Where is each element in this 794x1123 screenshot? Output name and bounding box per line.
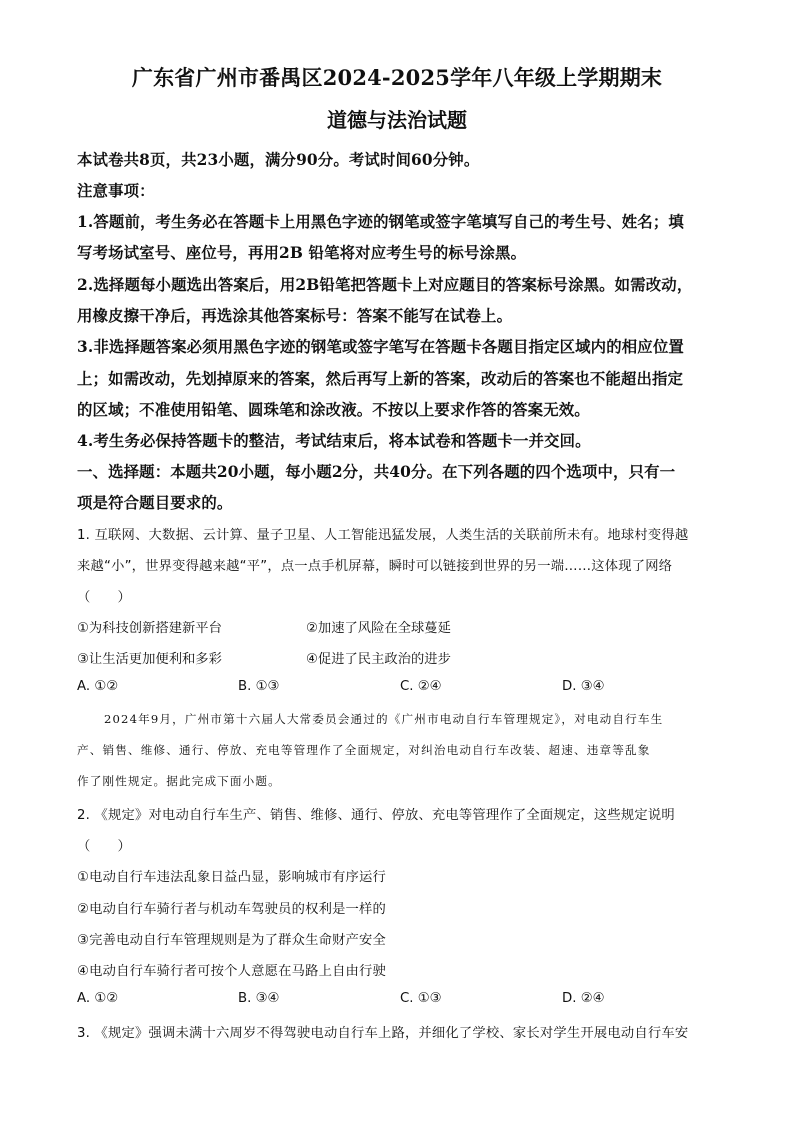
choice: C. ①③	[400, 991, 442, 1006]
answer-blank: （ ）	[77, 590, 131, 605]
choice: B. ③④	[238, 991, 280, 1006]
exam-summary: 本试卷共8页，共23小题，满分90分。考试时间60分钟。	[77, 151, 480, 169]
material-text: 作了刚性规定。据此完成下面小题。	[77, 774, 281, 788]
statement: ③让生活更加便利和多彩	[77, 652, 222, 667]
choice: B. ①③	[238, 679, 280, 694]
statement: ④电动自行车骑行者可按个人意愿在马路上自由行驶	[77, 964, 387, 979]
statement: ②电动自行车骑行者与机动车驾驶员的权利是一样的	[77, 902, 387, 917]
notice-line: 4.考生务必保持答题卡的整洁，考试结束后，将本试卷和答题卡一并交回。	[77, 432, 591, 450]
statement: ②加速了风险在全球蔓延	[306, 621, 451, 636]
question-2-stem: 2. 《规定》对电动自行车生产、销售、维修、通行、停放、充电等管理作了全面规定，这些规定说明	[77, 808, 675, 823]
exam-subject: 道德与法治试题	[327, 108, 467, 132]
statement: ①电动自行车违法乱象日益凸显，影响城市有序运行	[77, 870, 387, 885]
question-3-stem: 3. 《规定》强调未满十六周岁不得驾驶电动自行车上路，并细化了学校、家长对学生开展电动自行车安	[77, 1026, 689, 1041]
choice: D. ③④	[562, 679, 605, 694]
choice: A. ①②	[77, 991, 119, 1006]
question-1-stem: 1. 互联网、大数据、云计算、量子卫星、人工智能迅猛发展，人类生活的关联前所未有。地球村变得越	[77, 528, 689, 543]
exam-title: 广东省广州市番禺区2024-2025学年八年级上学期期末	[131, 65, 663, 90]
notice-heading: 注意事项：	[77, 182, 155, 200]
notice-line: 的区域；不准使用铅笔、圆珠笔和涂改液。不按以上要求作答的答案无效。	[77, 401, 590, 419]
section-heading: 项是符合题目要求的。	[77, 494, 233, 512]
material-text: 2024年9月，广州市第十六届人大常委员会通过的《广州市电动自行车管理规定》，对电动自行车生	[104, 712, 664, 726]
choice: D. ②④	[562, 991, 605, 1006]
notice-line: 2.选择题每小题选出答案后，用2B铅笔把答题卡上对应题目的答案标号涂黑。如需改动，	[77, 276, 693, 294]
statement: ③完善电动自行车管理规则是为了群众生命财产安全	[77, 933, 387, 948]
notice-line: 写考场试室号、座位号，再用2B 铅笔将对应考生号的标号涂黑。	[77, 244, 527, 262]
section-heading: 一、选择题：本题共20小题，每小题2分，共40分。在下列各题的四个选项中，只有一	[77, 463, 676, 481]
choice: C. ②④	[400, 679, 442, 694]
statement: ①为科技创新搭建新平台	[77, 621, 222, 636]
choice: A. ①②	[77, 679, 119, 694]
material-text: 产、销售、维修、通行、停放、充电等管理作了全面规定，对纠治电动自行车改装、超速、违章等乱象	[77, 743, 651, 757]
notice-line: 1.答题前，考生务必在答题卡上用黑色字迹的钢笔或签字笔填写自己的考生号、姓名；填	[77, 213, 684, 231]
notice-line: 上；如需改动，先划掉原来的答案，然后再写上新的答案，改动后的答案也不能超出指定	[77, 370, 684, 388]
answer-blank: （ ）	[77, 839, 131, 854]
statement: ④促进了民主政治的进步	[306, 652, 451, 667]
notice-line: 用橡皮擦干净后，再选涂其他答案标号：答案不能写在试卷上。	[77, 307, 513, 325]
question-1-stem: 来越“小”，世界变得越来越“平”，点一点手机屏幕，瞬时可以链接到世界的另一端……这体现了网络	[77, 559, 673, 574]
notice-line: 3.非选择题答案必须用黑色字迹的钢笔或签字笔写在答题卡各题目指定区域内的相应位置	[77, 338, 684, 356]
